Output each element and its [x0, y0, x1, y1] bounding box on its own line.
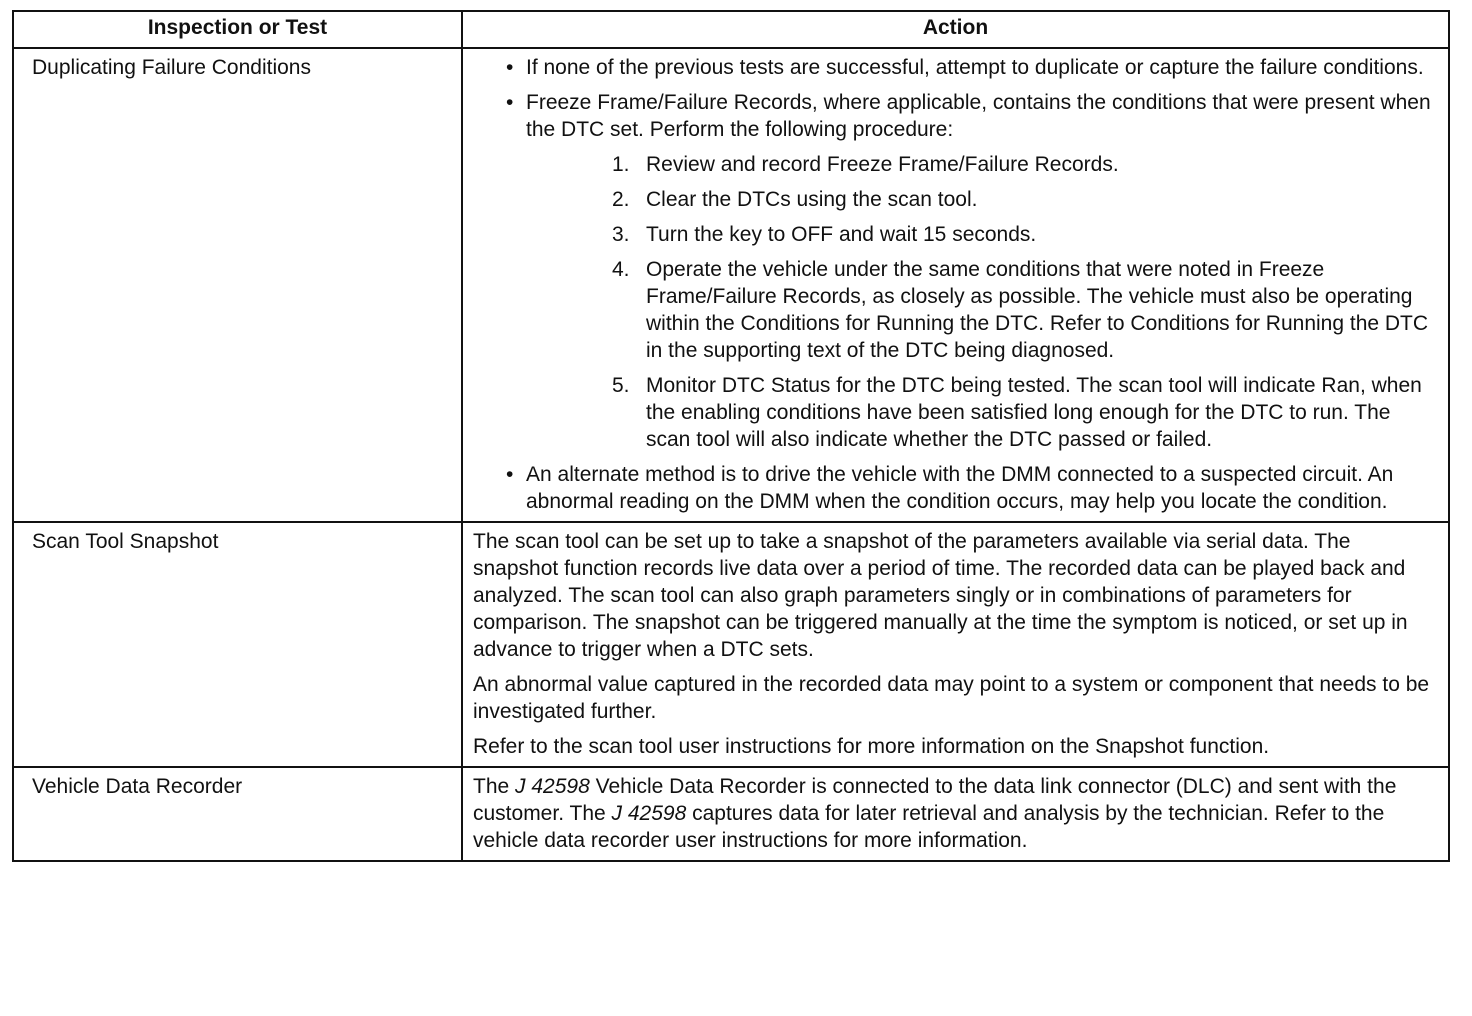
step-number: 5. [612, 374, 630, 397]
step-text: Review and record Freeze Frame/Failure Records. [646, 153, 1119, 176]
step-item [526, 186, 1436, 213]
step-text: Clear the DTCs using the scan tool. [646, 188, 978, 211]
step-text: Operate the vehicle under the same conditions that were noted in Freeze Frame/Failure Records, as closely as possible. The vehicle must also be operating within the Conditions for Running the DTC. Refer to Conditions for Running the DTC in the supporting text of the DTC being diagnosed. [646, 258, 1429, 362]
text-span: The [473, 775, 516, 798]
action-paragraph [473, 773, 1436, 854]
action-cell [462, 48, 1449, 522]
step-number: 4. [612, 258, 630, 281]
bullet-text: Freeze Frame/Failure Records, where applicable, contains the conditions that were present when the DTC set. Perform the following procedure: [526, 91, 1431, 141]
inspection-cell: Vehicle Data Recorder [13, 767, 462, 861]
action-cell [462, 522, 1449, 767]
list-item [473, 54, 1436, 81]
bullet-icon: • [506, 91, 514, 114]
bullet-text: If none of the previous tests are successful, attempt to duplicate or capture the failure conditions. [526, 56, 1424, 79]
step-number: 3. [612, 223, 630, 246]
list-item [473, 461, 1436, 515]
inspection-cell: Duplicating Failure Conditions [13, 48, 462, 522]
action-paragraph: The scan tool can be set up to take a snapshot of the parameters available via serial data. The snapshot function records live data over a period of time. The recorded data can be played back and analyzed. The scan tool can also graph parameters singly or in combinations of parameters for comparison. The snapshot can be triggered manually at the time the symptom is noticed, or set up in advance to trigger when a DTC sets. [473, 530, 1408, 661]
step-item [526, 372, 1436, 453]
step-number: 1. [612, 153, 630, 176]
tool-number: J 42598 [611, 802, 687, 825]
action-bullet-list [473, 54, 1436, 515]
table-row [13, 522, 1449, 767]
bullet-text: An alternate method is to drive the vehicle with the DMM connected to a suspected circuit. An abnormal reading on the DMM when the condition occurs, may help you locate the condition. [526, 463, 1394, 513]
step-text: Monitor DTC Status for the DTC being tested. The scan tool will indicate Ran, when the enabling conditions have been satisfied long enough for the DTC to run. The scan tool will also indicate whether the DTC passed or failed. [646, 374, 1422, 451]
text-span: Vehicle Data Recorder is connected to the data link connector (DLC) and sent with the customer. The [473, 775, 1397, 825]
inspection-cell: Scan Tool Snapshot [13, 522, 462, 767]
inspection-table [12, 10, 1450, 862]
list-item [473, 89, 1436, 453]
text-span: captures data for later retrieval and analysis by the technician. Refer to the vehicle data recorder user instructions for more information. [473, 802, 1385, 852]
bullet-icon: • [506, 463, 514, 486]
table-row [13, 767, 1449, 861]
table-row [13, 48, 1449, 522]
step-number: 2. [612, 188, 630, 211]
step-item [526, 256, 1436, 364]
step-item [526, 221, 1436, 248]
tool-number: J 42598 [515, 775, 590, 798]
bullet-icon: • [506, 56, 514, 79]
action-paragraph: An abnormal value captured in the recorded data may point to a system or component that needs to be investigated further. [473, 673, 1430, 723]
procedure-steps [526, 151, 1436, 453]
table-header-row [13, 11, 1449, 48]
header-action: Action [462, 11, 1449, 48]
action-cell [462, 767, 1449, 861]
step-item [526, 151, 1436, 178]
step-text: Turn the key to OFF and wait 15 seconds. [646, 223, 1037, 246]
document-page [12, 10, 1448, 862]
header-inspection: Inspection or Test [13, 11, 462, 48]
action-paragraph: Refer to the scan tool user instructions for more information on the Snapshot function. [473, 735, 1270, 758]
